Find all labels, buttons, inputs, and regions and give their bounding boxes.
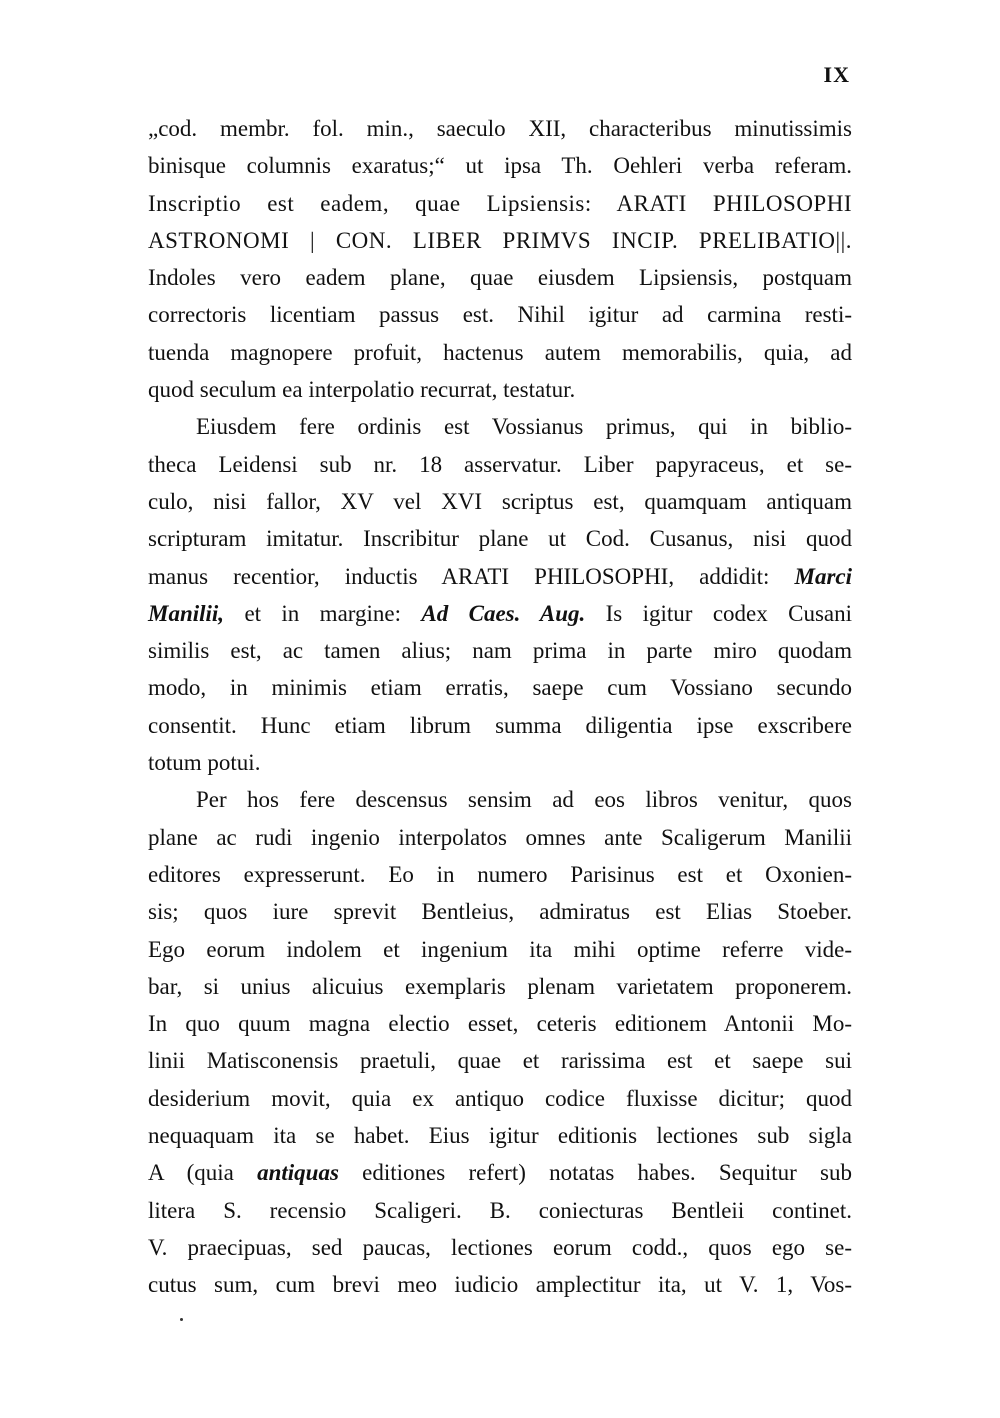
text-line: editores expresserunt. Eo in numero Parisinus est et Oxonien- (148, 861, 852, 887)
text-line: modo, in minimis etiam erratis, saepe cum Vossiano secundo (148, 675, 852, 701)
text-line: In quo quum magna electio esset, ceteris editionem Antonii Mo- (148, 1011, 852, 1037)
text-line: Per hos fere descensus sensim ad eos libros venitur, quos (196, 787, 852, 813)
text-line: cutus sum, cum brevi meo iudicio amplectitur ita, ut V. 1, Vos- (148, 1272, 852, 1298)
italic-word: Ad Caes. Aug. (421, 600, 586, 626)
text-line: sis; quos iure sprevit Bentleius, admiratus est Elias Stoeber. (148, 899, 852, 925)
text-line: „cod. membr. fol. min., saeculo XII, characteribus minutissimis (148, 116, 852, 141)
italic-word: Manilii, (148, 600, 225, 626)
text-line: quod seculum ea interpolatio recurrat, testatur. (148, 377, 576, 403)
text-line: ASTRONOMI | CON. LIBER PRIMVS INCIP. PRELIBATIO||. (148, 227, 852, 253)
text-line (148, 558, 852, 595)
text-segment: A (quia (148, 1160, 234, 1186)
page-number: IX (823, 62, 850, 87)
text-line: correctoris licentiam passus est. Nihil igitur ad carmina resti- (148, 302, 852, 328)
text-line: theca Leidensi sub nr. 18 asservatur. Liber papyraceus, et se- (148, 451, 852, 477)
text-line: similis est, ac tamen alius; nam prima in parte miro quodam (148, 638, 852, 664)
text-line: Ego eorum indolem et ingenium ita mihi optime referre vide- (148, 936, 852, 962)
text-line: consentit. Hunc etiam librum summa diligentia ipse exscribere (148, 712, 852, 738)
text-line: totum potui. (148, 750, 261, 776)
text-line: Eiusdem fere ordinis est Vossianus primus, qui in biblio- (196, 414, 852, 440)
text-line: V. praecipuas, sed paucas, lectiones eorum codd., quos ego se- (148, 1234, 852, 1260)
text-line: culo, nisi fallor, XV vel XVI scriptus est, quamquam antiquam (148, 488, 852, 514)
text-segment: editiones refert) notatas habes. Sequitur sub (362, 1160, 853, 1186)
paragraph-1 (148, 110, 852, 408)
italic-word: Marci (794, 563, 853, 589)
text-line: litera S. recensio Scaligeri. B. coniecturas Bentleii continet. (148, 1197, 852, 1223)
text-line: bar, si unius alicuius exemplaris plenam varietatem proponerem. (148, 973, 852, 999)
text-segment: Is igitur codex Cusani (605, 600, 853, 626)
paragraph-2 (148, 408, 852, 781)
text-line (148, 1154, 852, 1191)
text-segment: manus recentior, inductis ARATI PHILOSOPHI, addidit: (148, 563, 770, 589)
text-line (148, 595, 852, 632)
scan-speck (180, 1318, 183, 1321)
text-line: scripturam imitatur. Inscribitur plane ut Cod. Cusanus, nisi quod (148, 526, 852, 552)
text-line: tuenda magnopere profuit, hactenus autem memorabilis, quia, ad (148, 339, 852, 365)
text-line: binisque columnis exaratus;“ ut ipsa Th. Oehleri verba referam. (148, 153, 852, 179)
text-line: nequaquam ita se habet. Eius igitur editionis lectiones sub sigla (148, 1123, 852, 1149)
text-line: plane ac rudi ingenio interpolatos omnes ante Scaligerum Manilii (148, 824, 852, 850)
text-line: linii Matisconensis praetuli, quae et rarissima est et saepe sui (148, 1048, 852, 1074)
body-text (148, 110, 852, 1304)
text-segment: et in margine: (244, 600, 402, 626)
paragraph-3 (148, 781, 852, 1303)
italic-word: antiquas (257, 1160, 339, 1186)
text-line: Indoles vero eadem plane, quae eiusdem Lipsiensis, postquam (148, 265, 852, 291)
text-line: desiderium movit, quia ex antiquo codice fluxisse dicitur; quod (148, 1085, 852, 1111)
text-line: Inscriptio est eadem, quae Lipsiensis: ARATI PHILOSOPHI (148, 190, 852, 216)
